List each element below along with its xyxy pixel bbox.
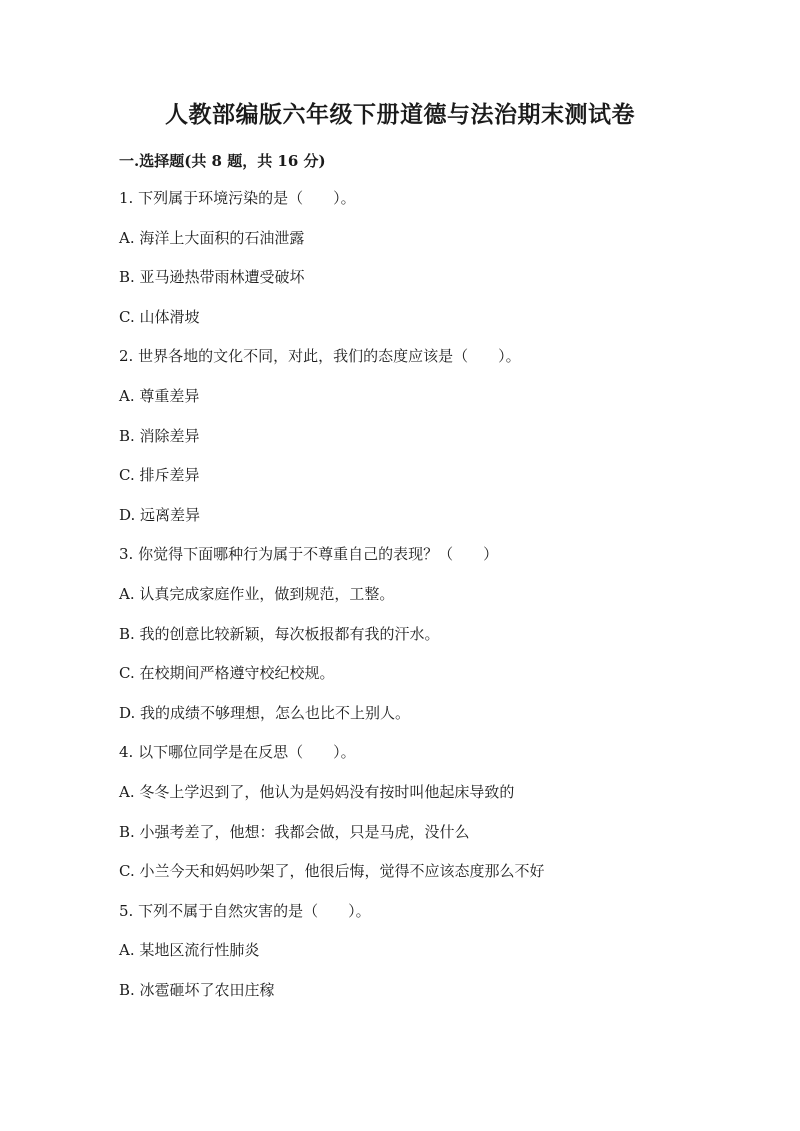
option-3-d[interactable]: D. 我的成绩不够理想，怎么也比不上别人。: [119, 703, 411, 722]
question-stem-2: 2. 世界各地的文化不同，对此，我们的态度应该是（ ）。: [119, 347, 521, 366]
option-2-d[interactable]: D. 远离差异: [119, 505, 201, 524]
section-heading: 一.选择题(共 8 题，共 16 分): [119, 152, 326, 170]
question-stem-4: 4. 以下哪位同学是在反思（ ）。: [119, 743, 356, 762]
option-1-b[interactable]: B. 亚马逊热带雨林遭受破坏: [119, 268, 305, 287]
option-2-b[interactable]: B. 消除差异: [119, 426, 200, 445]
option-5-b[interactable]: B. 冰雹砸坏了农田庄稼: [119, 980, 275, 999]
option-4-b[interactable]: B. 小强考差了，他想：我都会做，只是马虎，没什么: [119, 822, 470, 841]
question-stem-3: 3. 你觉得下面哪种行为属于不尊重自己的表现？（ ）: [119, 545, 499, 564]
option-3-a[interactable]: A. 认真完成家庭作业，做到规范，工整。: [119, 584, 395, 603]
option-3-b[interactable]: B. 我的创意比较新颖，每次板报都有我的汗水。: [119, 624, 440, 643]
option-2-c[interactable]: C. 排斥差异: [119, 466, 200, 485]
question-stem-5: 5. 下列不属于自然灾害的是（ ）。: [119, 901, 371, 920]
option-4-a[interactable]: A. 冬冬上学迟到了，他认为是妈妈没有按时叫他起床导致的: [119, 782, 515, 801]
option-4-c[interactable]: C. 小兰今天和妈妈吵架了，他很后悔，觉得不应该态度那么不好: [119, 862, 545, 881]
question-stem-1: 1. 下列属于环境污染的是（ ）。: [119, 189, 356, 207]
page-title: 人教部编版六年级下册道德与法治期末测试卷: [165, 101, 635, 128]
option-3-c[interactable]: C. 在校期间严格遵守校纪校规。: [119, 664, 335, 683]
option-1-c[interactable]: C. 山体滑坡: [119, 307, 200, 326]
question-list: [119, 187, 719, 1018]
option-1-a[interactable]: A. 海洋上大面积的石油泄露: [119, 228, 305, 247]
option-5-a[interactable]: A. 某地区流行性肺炎: [119, 941, 260, 960]
option-2-a[interactable]: A. 尊重差异: [119, 386, 200, 405]
